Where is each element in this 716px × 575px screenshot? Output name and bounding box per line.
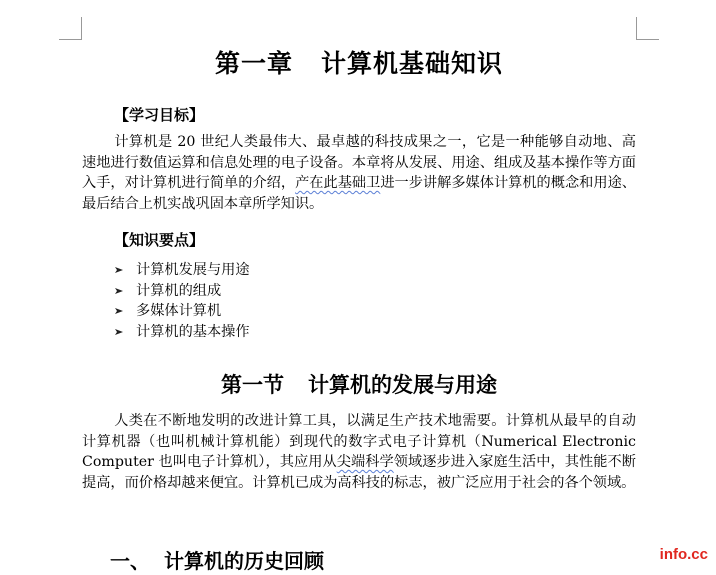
list-item	[114, 260, 250, 281]
objectives-label: 【学习目标】	[114, 106, 205, 124]
subsection-title-text: 计算机的历史回顾	[164, 549, 324, 573]
keypoint-text: 多媒体计算机	[136, 303, 222, 319]
spellcheck-underlined-text: 尖端科学	[336, 454, 394, 471]
list-item	[114, 281, 250, 302]
list-item	[114, 301, 250, 322]
site-watermark: info.cc	[659, 546, 708, 563]
section-text-b: 领域逐步进入家庭生活中，其性能不断提高，而价格却越来便宜。计算机已成为高科技的标志，被广泛应用于社会的各个领域。	[82, 454, 636, 491]
section-paragraph	[82, 411, 651, 493]
objectives-text-b: 进一步讲解多媒体计算机的概念和用途、最后结合上机实战巩固本章所学知识。	[82, 175, 636, 212]
subsection-title	[110, 545, 324, 574]
keypoint-text: 计算机的组成	[136, 282, 222, 299]
subsection-number: 一、	[110, 549, 150, 573]
arrow-bullet-icon	[114, 327, 124, 337]
keypoints-label: 【知识要点】	[114, 231, 205, 249]
spellcheck-underlined-text: 产在此基础卫	[295, 175, 381, 192]
arrow-bullet-icon	[114, 286, 124, 296]
section-title-text: 计算机的发展与用途	[308, 372, 497, 397]
chapter-title	[82, 44, 636, 80]
objectives-paragraph	[82, 132, 636, 214]
section-number: 第一节	[221, 372, 284, 397]
list-item	[114, 322, 250, 343]
page-corner-mark-top-right	[636, 17, 659, 40]
chapter-title-text: 计算机基础知识	[321, 49, 504, 78]
arrow-bullet-icon	[114, 306, 124, 316]
objectives-text-a: 计算机是 20 世纪人类最伟大、最卓越的科技成果之一，它是一种能够自动地、高速地进行数值运算和信息处理的电子设备。本章将从发展、用途、组成及基本操作等方面入手，对计算机进行简单的介绍，	[82, 134, 636, 192]
arrow-bullet-icon	[114, 265, 124, 275]
section-text-a: 人类在不断地发明的改进计算工具，以满足生产技术地需要。计算机从最早的自动计算机器（也叫机械计算机能）到现代的数字式电子计算机（Numerical Electronic Computer 也叫电子计算机），其应用从	[82, 413, 651, 471]
section-title	[82, 369, 636, 399]
keypoints-list	[114, 260, 250, 342]
chapter-number: 第一章	[214, 49, 293, 78]
keypoint-text: 计算机发展与用途	[136, 262, 250, 278]
page-corner-mark-top-left	[59, 17, 82, 40]
keypoint-text: 计算机的基本操作	[136, 323, 250, 340]
